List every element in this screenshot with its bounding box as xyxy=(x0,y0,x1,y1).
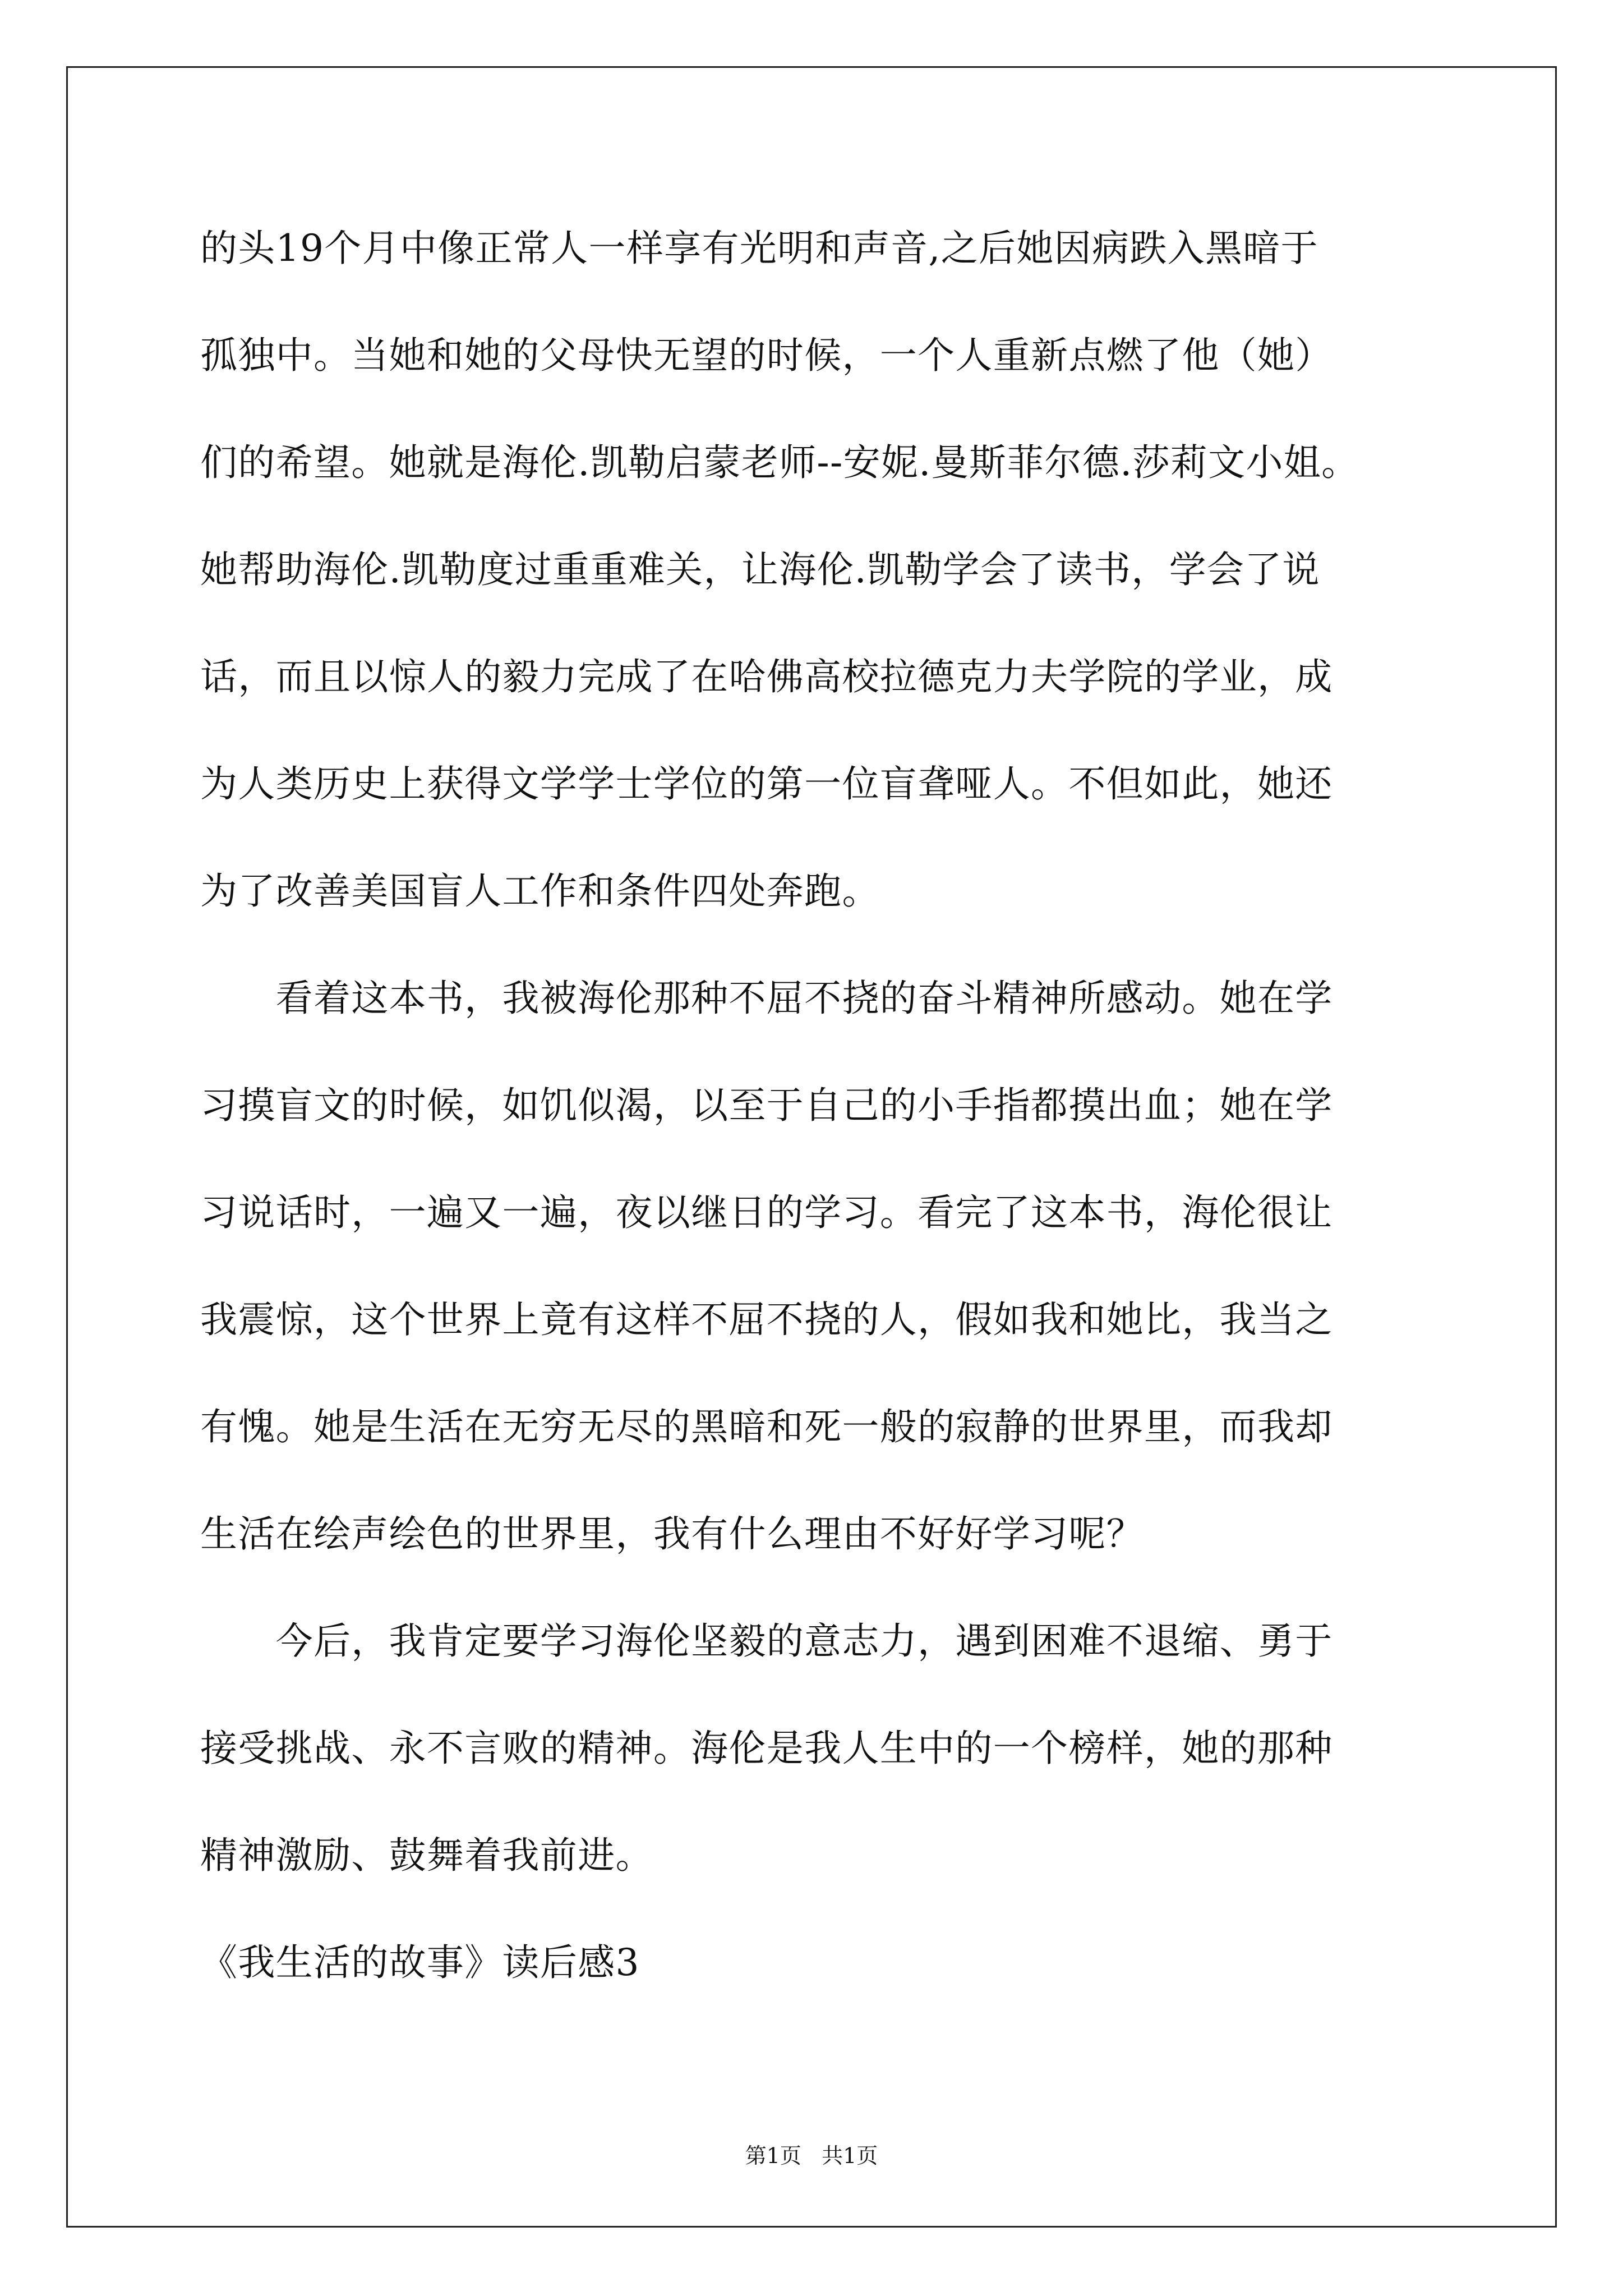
body-line-13: 生活在绘声绘色的世界里，我有什么理由不好好学习呢？ xyxy=(200,1512,1144,1556)
body-line-4: 她帮助海伦.凯勒度过重重难关，让海伦.凯勒学会了读书，学会了说 xyxy=(200,548,1320,591)
body-line-8: 看着这本书，我被海伦那种不屈不挠的奋斗精神所感动。她在学 xyxy=(200,977,1333,1020)
body-line-3: 们的希望。她就是海伦.凯勒启蒙老师--安妮.曼斯菲尔德.莎莉文小姐。 xyxy=(200,441,1359,484)
body-line-9: 习摸盲文的时候，如饥似渴，以至于自己的小手指都摸出血；她在学 xyxy=(200,1084,1333,1127)
body-line-6: 为人类历史上获得文学学士学位的第一位盲聋哑人。不但如此，她还 xyxy=(200,762,1333,806)
body-line-5: 话，而且以惊人的毅力完成了在哈佛高校拉德克力夫学院的学业，成 xyxy=(200,655,1333,698)
body-line-11: 我震惊，这个世界上竟有这样不屈不挠的人，假如我和她比，我当之 xyxy=(200,1298,1333,1341)
body-line-2: 孤独中。当她和她的父母快无望的时候，一个人重新点燃了他（她） xyxy=(200,334,1333,377)
section-heading: 《我生活的故事》读后感3 xyxy=(200,1941,640,1984)
body-line-12: 有愧。她是生活在无穷无尽的黑暗和死一般的寂静的世界里，而我却 xyxy=(200,1405,1333,1448)
page-number-footer: 第1页 共1页 xyxy=(745,2143,878,2168)
body-line-16: 精神激励、鼓舞着我前进。 xyxy=(200,1834,653,1877)
body-line-1: 的头19个月中像正常人一样享有光明和声音,之后她因病跌入黑暗于 xyxy=(200,227,1318,270)
page-border xyxy=(66,66,1557,2228)
body-line-14: 今后，我肯定要学习海伦坚毅的意志力，遇到困难不退缩、勇于 xyxy=(200,1619,1333,1663)
body-line-7: 为了改善美国盲人工作和条件四处奔跑。 xyxy=(200,869,880,913)
body-line-15: 接受挑战、永不言败的精神。海伦是我人生中的一个榜样，她的那种 xyxy=(200,1727,1333,1770)
body-line-10: 习说话时，一遍又一遍，夜以继日的学习。看完了这本书，海伦很让 xyxy=(200,1191,1333,1234)
